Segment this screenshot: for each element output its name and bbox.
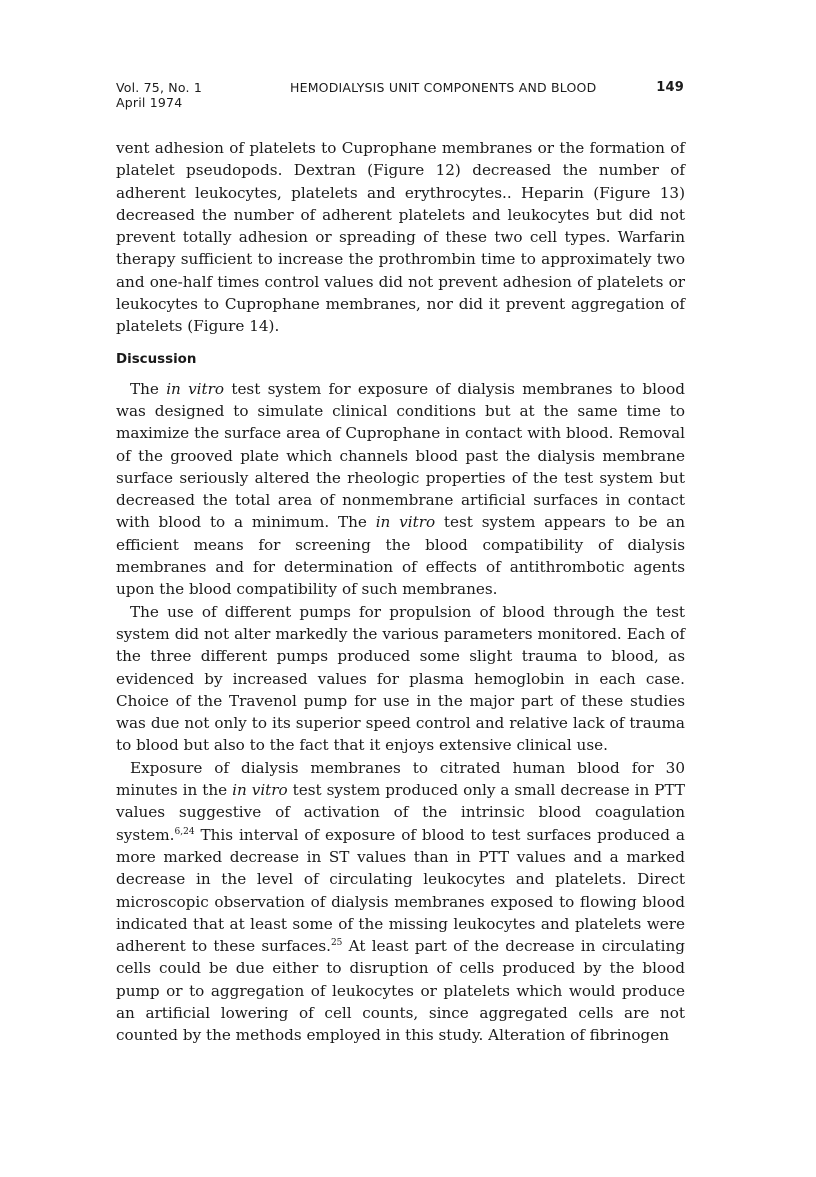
italic-term: in vitro (166, 379, 225, 398)
issue-info (116, 80, 202, 110)
issue-date: April 1974 (116, 95, 183, 110)
section-heading: Discussion (116, 351, 197, 367)
page-number: 149 (656, 80, 684, 95)
article-body (116, 137, 685, 1047)
reference-superscript: 6,24 (174, 826, 195, 837)
running-title: HEMODIALYSIS UNIT COMPONENTS AND BLOOD (290, 80, 597, 95)
italic-term: in vitro (232, 781, 288, 800)
text-run: Exposure of dialysis membranes to citrated human blood for 30 minutes in the (116, 758, 685, 800)
text-run: test system appears to be an efficient means for screening the blood compatibility of dialysis membranes and for determination of effects of antithrombotic agents upon the blood compatibility of such membranes. (116, 513, 685, 599)
paragraph-discussion-1 (116, 378, 685, 601)
running-header (116, 80, 686, 120)
text-run: test system for exposure of dialysis membranes to blood was designed to simulate clinical conditions but at the same time to maximize the surface area of Cuprophane in contact with blood. Removal of the grooved plate which channels blood past the dialysis membrane surface seriously altered the rheologic properties of the test system but decreased the total area of nonmembrane artificial surfaces in contact with blood to a minimum. The (116, 379, 686, 532)
volume-number: Vol. 75, No. 1 (116, 80, 202, 95)
italic-term: in vitro (375, 513, 436, 532)
text-run: The (130, 379, 167, 398)
paragraph-discussion-3 (116, 757, 685, 1047)
reference-superscript: 25 (330, 938, 343, 949)
paragraph-continued: vent adhesion of platelets to Cuprophane membranes or the formation of platelet pseudopods. Dextran (Figure 12) decreased the number of adherent leukocytes, platelets and erythrocytes.. Heparin (Figure 13) decreased the number of adherent platelets and leukocytes but did not prevent totally adhesion or spreading of these two cell types. Warfarin therapy sufficient to increase the prothrombin time to approximately two and one-half times control values did not prevent adhesion of platelets or leukocytes to Cuprophane membranes, nor did it prevent aggregation of platelets (Figure 14). (116, 139, 685, 336)
paragraph-discussion-2: The use of different pumps for propulsion of blood through the test system did not alter markedly the various parameters monitored. Each of the three different pumps produced some slight trauma to blood, as evidenced by increased values for plasma hemoglobin in each case. Choice of the Travenol pump for use in the major part of these studies was due not only to its superior speed control and relative lack of trauma to blood but also to the fact that it enjoys extensive clinical use. (116, 602, 685, 755)
text-run: At least part of the decrease in circulating cells could be due either to disruption of cells produced by the blood pump or to aggregation of leukocytes or platelets which would produce an artificial lowering of cell counts, since aggregated cells are not counted by the methods employed in this study. Alteration of fibrinogen (116, 937, 685, 1045)
text-run: test system produced only a small decrease in PTT values suggestive of activation of the intrinsic blood coagulation system. (116, 781, 686, 844)
text-run: This interval of exposure of blood to test surfaces produced a more marked decrease in ST values than in PTT values and a marked decrease in the level of circulating leukocytes and platelets. Direct microscopic observation of dialysis membranes exposed to flowing blood indicated that at least some of the missing leukocytes and platelets were adherent to these surfaces. (116, 825, 685, 956)
